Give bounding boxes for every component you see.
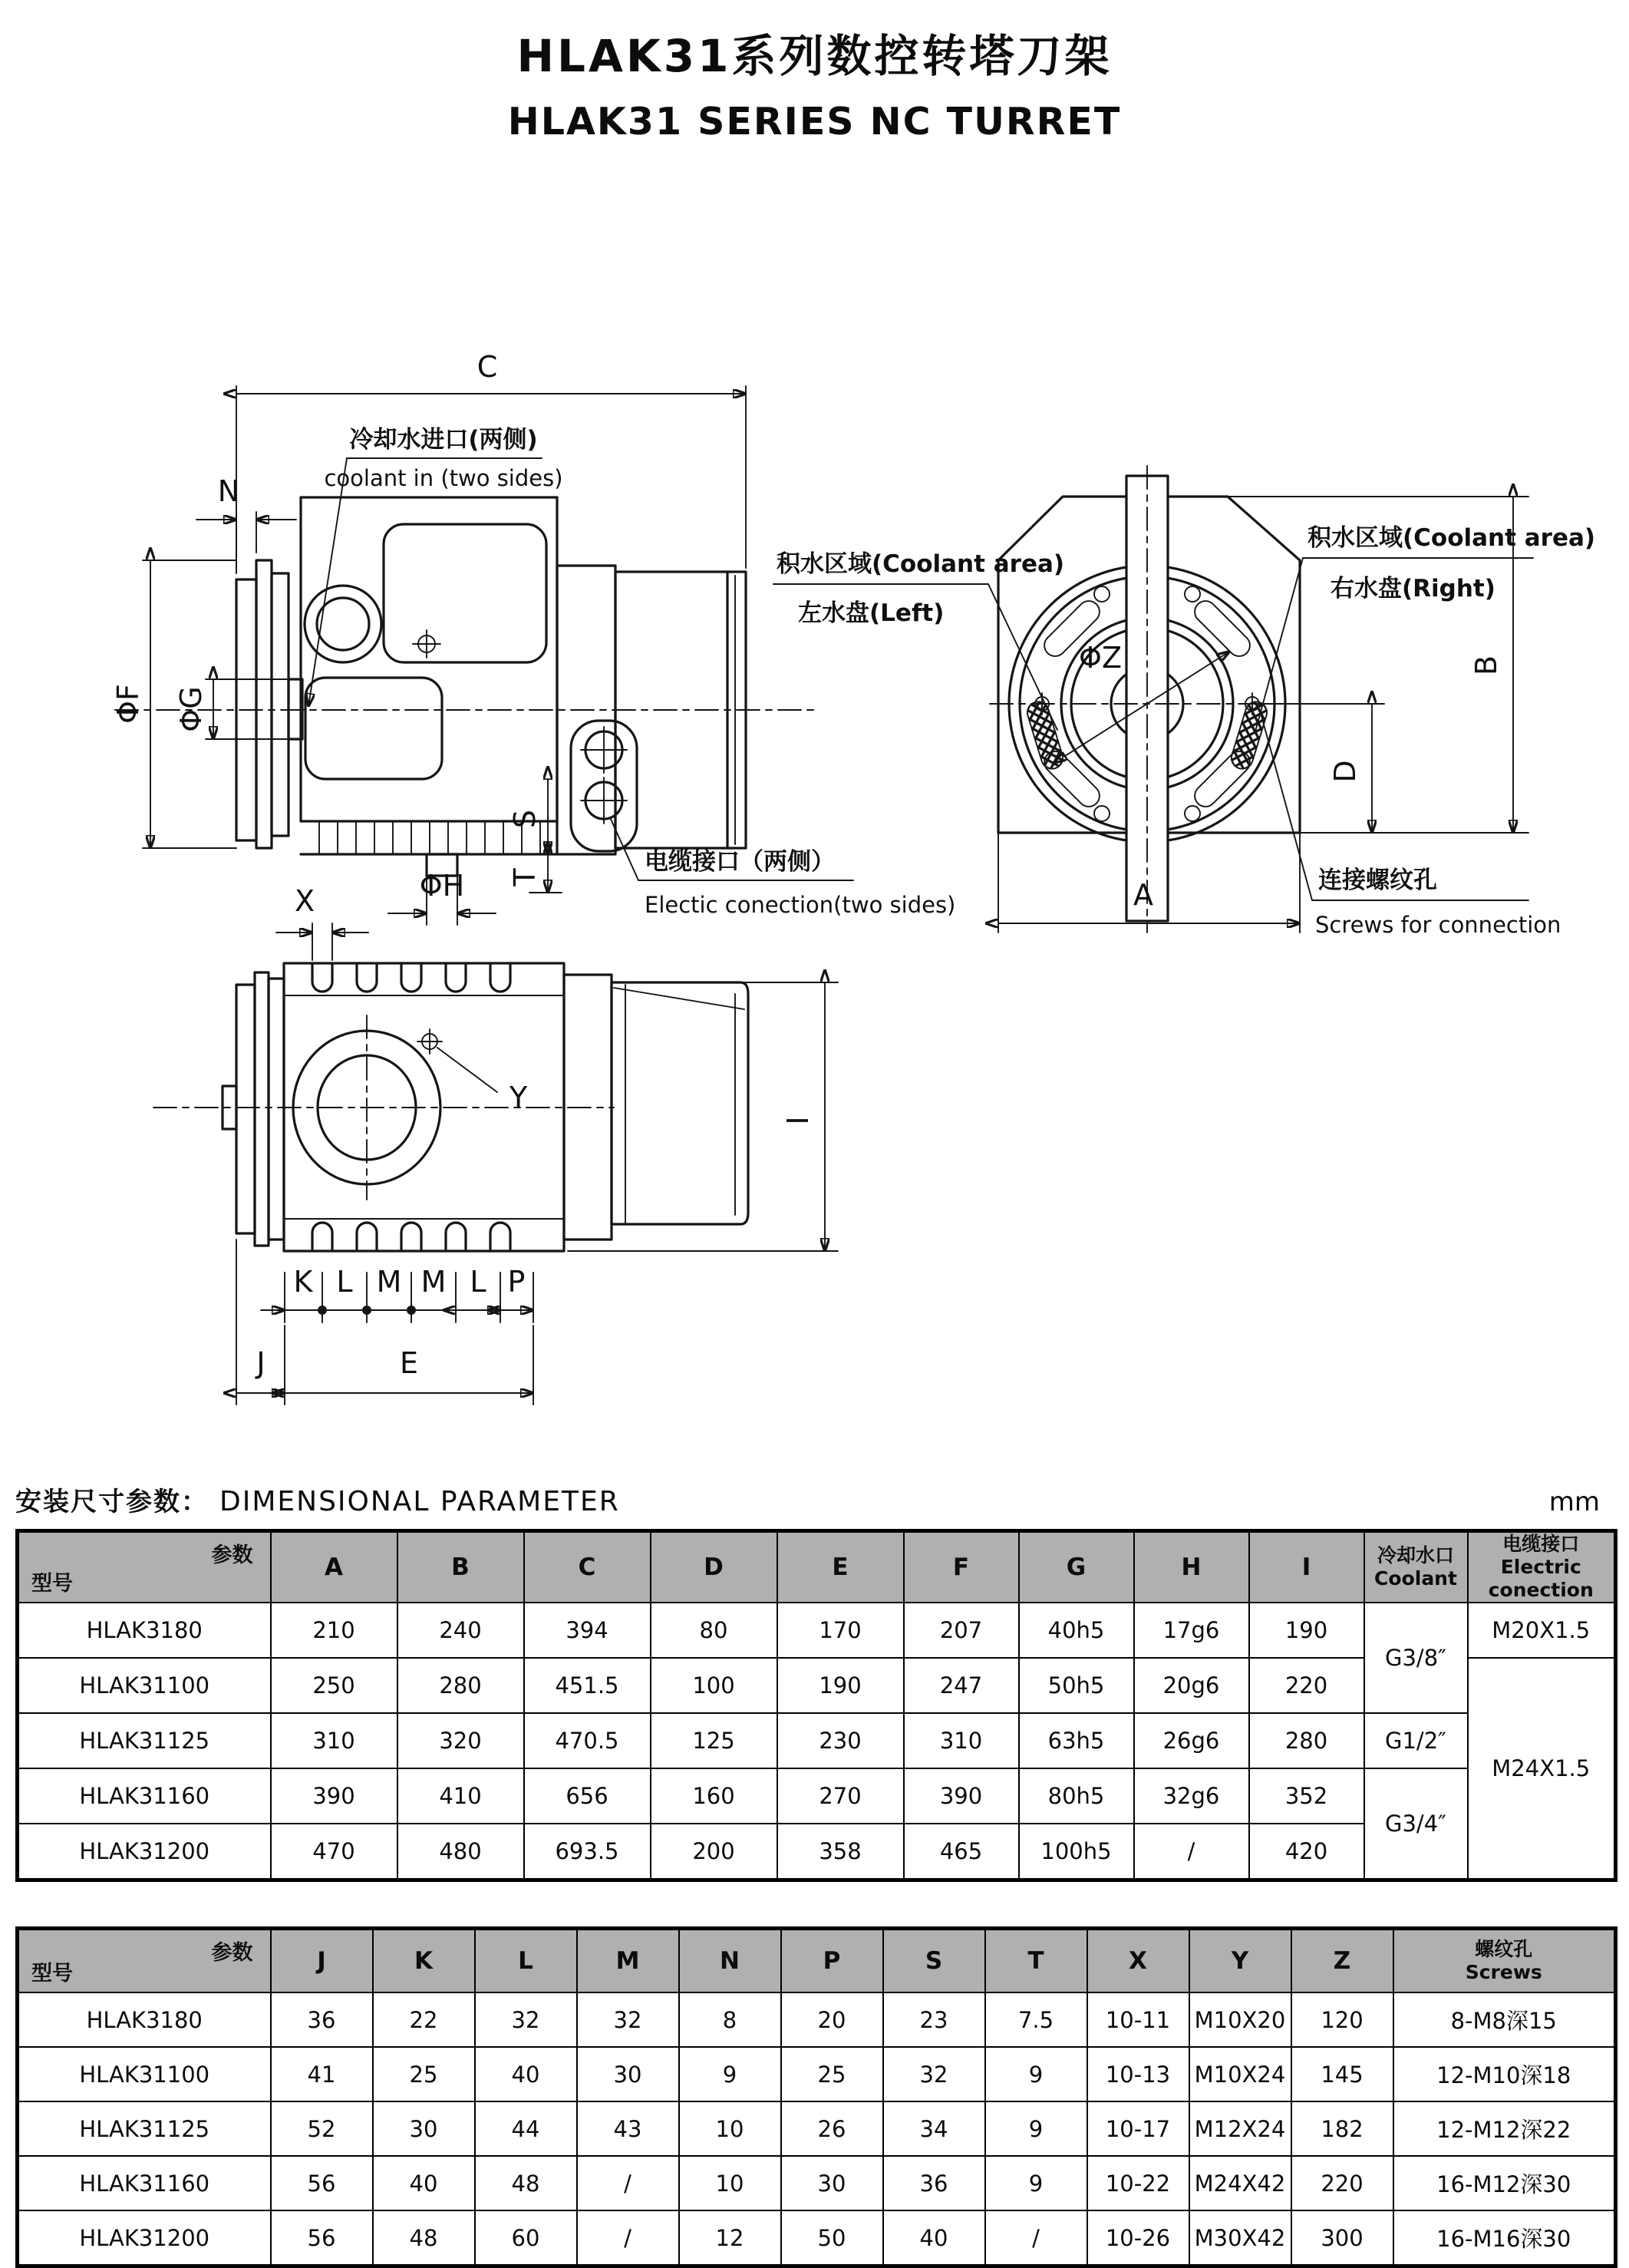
column-header-d: D [651,1531,777,1603]
value-cell: 410 [397,1768,524,1824]
value-cell: 8 [679,1992,781,2047]
value-cell: 60 [475,2210,577,2266]
column-header-x: X [1087,1929,1189,1993]
value-cell: 470 [271,1824,397,1880]
model-cell: HLAK31100 [18,2047,271,2101]
value-cell: 390 [904,1768,1019,1824]
electric-header-en: Electric conection [1488,1556,1594,1601]
page-title-en: HLAK31 SERIES NC TURRET [507,100,1122,144]
dim-label-m1: M [376,1265,402,1299]
value-cell: 80h5 [1019,1768,1134,1824]
value-cell: 40h5 [1019,1603,1134,1658]
value-cell: 63h5 [1019,1713,1134,1768]
value-cell: 48 [475,2156,577,2210]
coolant-in-label-en: coolant in (two sides) [324,465,563,491]
flange-plate [236,985,255,1233]
diagonal-header-cell [18,1531,271,1603]
table-row [18,1603,1616,1658]
value-cell: 36 [883,2156,985,2210]
value-cell: / [577,2156,679,2210]
serration-slot [401,1223,421,1251]
dim-label-z: ΦZ [1079,641,1122,675]
coolant-header-en: Coolant [1374,1567,1457,1590]
table-row [18,1768,1616,1824]
screws-cell: 16-M12深30 [1393,2156,1616,2210]
value-cell: 451.5 [524,1658,651,1713]
screws-cell: 8-M8深15 [1393,1992,1616,2047]
model-cell: HLAK31200 [18,2210,271,2266]
value-cell: 40 [373,2156,475,2210]
coolant-cell: G3/4″ [1364,1768,1468,1880]
coolant-cell: G1/2″ [1364,1713,1468,1768]
value-cell: 310 [271,1713,397,1768]
model-cell: HLAK3180 [18,1992,271,2047]
value-cell: 220 [1249,1658,1364,1713]
value-cell: 190 [1249,1603,1364,1658]
dim-label-t: T [508,868,542,886]
value-cell: 210 [271,1603,397,1658]
coolant-area-right-label: 积水区域(Coolant area) [1307,524,1596,552]
coolant-in-label-zh: 冷却水进口(两侧) [349,426,538,454]
value-cell: 10-11 [1087,1992,1189,2047]
value-cell: M12X24 [1189,2101,1291,2156]
value-cell: 10-26 [1087,2210,1189,2266]
value-cell: 43 [577,2101,679,2156]
flange-plate [272,573,289,836]
dim-label-h: ΦH [419,869,465,903]
value-cell: 100h5 [1019,1824,1134,1880]
value-cell: 25 [373,2047,475,2101]
value-cell: 182 [1291,2101,1393,2156]
value-cell: 23 [883,1992,985,2047]
table-row [18,1992,1616,2047]
page-title-zh: HLAK31系列数控转塔刀架 [516,30,1113,82]
value-cell: 250 [271,1658,397,1713]
dim-label-n: N [217,474,240,508]
flange-plate [269,979,284,1240]
dim-label-p: P [507,1265,526,1299]
value-cell: 9 [985,2156,1087,2210]
turret-drawing-svg [0,319,1629,1470]
spec-sheet-page [0,20,1629,2252]
value-cell: 50 [781,2210,883,2266]
value-cell: 352 [1249,1768,1364,1824]
value-cell: 7.5 [985,1992,1087,2047]
electric-label-en: Electic conection(two sides) [645,892,956,918]
table-row [18,2047,1616,2101]
value-cell: 17g6 [1134,1603,1249,1658]
value-cell: 22 [373,1992,475,2047]
value-cell: 32 [475,1992,577,2047]
value-cell: 36 [271,1992,373,2047]
screws-label-zh: 连接螺纹孔 [1318,867,1437,894]
unit-label: mm [1548,1487,1600,1517]
serration-slot [357,963,377,992]
side-view [111,350,955,925]
value-cell: 390 [271,1768,397,1824]
value-cell: 9 [679,2047,781,2101]
column-header-s: S [883,1929,985,1993]
value-cell: 9 [985,2101,1087,2156]
model-cell: HLAK31160 [18,1768,271,1824]
diagonal-model-label: 型号 [31,1572,73,1596]
left-pan-label: 左水盘(Left) [798,599,945,627]
coolant-column-header [1364,1531,1468,1603]
serration-slot [490,1223,510,1251]
column-header-y: Y [1189,1929,1291,1993]
value-cell: 26g6 [1134,1713,1249,1768]
table-row [18,2156,1616,2210]
dim-label-m2: M [420,1265,447,1299]
column-header-t: T [985,1929,1087,1993]
value-cell: 394 [524,1603,651,1658]
value-cell: 9 [985,2047,1087,2101]
table2-header-row [18,1929,1616,1993]
bolt-hole [1094,586,1110,602]
value-cell: 656 [524,1768,651,1824]
value-cell: 40 [883,2210,985,2266]
screws-cell: 12-M12深22 [1393,2101,1616,2156]
section-heading-zh: 安装尺寸参数： [15,1487,209,1517]
diagonal-model-label: 型号 [31,1962,73,1986]
dim-label-f: ΦF [111,684,145,724]
value-cell: 310 [904,1713,1019,1768]
column-header-p: P [781,1929,883,1993]
technical-drawing [0,319,1629,1470]
pocket [384,524,546,662]
screws-column-header [1393,1929,1616,1993]
dim-label-d: D [1328,760,1362,783]
column-header-f: F [904,1531,1019,1603]
serration-slot [401,963,421,992]
screws-header-zh: 螺纹孔 [1475,1938,1533,1960]
dim-label-a: A [1133,878,1153,912]
y-leader [437,1048,497,1092]
dim-label-c: C [476,350,498,384]
value-cell: M10X24 [1189,2047,1291,2101]
value-cell: / [985,2210,1087,2266]
column-header-z: Z [1291,1929,1393,1993]
value-cell: 320 [397,1713,524,1768]
column-header-h: H [1134,1531,1249,1603]
value-cell: 56 [271,2156,373,2210]
model-cell: HLAK31200 [18,1824,271,1880]
value-cell: 34 [883,2101,985,2156]
table-row [18,2210,1616,2266]
dim-label-x: X [294,884,315,918]
value-cell: 30 [577,2047,679,2101]
serration-slot [490,963,510,992]
value-cell: / [1134,1824,1249,1880]
value-cell: 32g6 [1134,1768,1249,1824]
value-cell: 220 [1291,2156,1393,2210]
value-cell: 12 [679,2210,781,2266]
coolant-leader-line [308,458,347,706]
value-cell: 100 [651,1658,777,1713]
value-cell: 300 [1291,2210,1393,2266]
value-cell: 20 [781,1992,883,2047]
value-cell: / [577,2210,679,2266]
front-view [773,466,1595,938]
serration-slot [357,1223,377,1251]
value-cell: 693.5 [524,1824,651,1880]
model-cell: HLAK31160 [18,2156,271,2210]
model-cell: HLAK31125 [18,1713,271,1768]
screws-label-en: Screws for connection [1315,912,1561,938]
body-outline [301,497,557,821]
value-cell: 280 [1249,1713,1364,1768]
dim-label-s: S [508,809,542,829]
value-cell: 200 [651,1824,777,1880]
column-header-c: C [524,1531,651,1603]
dim-label-b: B [1469,655,1503,676]
dimensional-parameter-table-2 [15,1926,1617,2268]
value-cell: 20g6 [1134,1658,1249,1713]
value-cell: M24X42 [1189,2156,1291,2210]
value-cell: 240 [397,1603,524,1658]
value-cell: 480 [397,1824,524,1880]
model-cell: HLAK31100 [18,1658,271,1713]
value-cell: 10-17 [1087,2101,1189,2156]
value-cell: 41 [271,2047,373,2101]
bolt-hole [1185,586,1200,602]
serration-slot [312,1223,332,1251]
coolant-header-zh: 冷却水口 [1377,1544,1454,1566]
value-cell: 56 [271,2210,373,2266]
dimensional-parameter-table-1 [15,1529,1617,1882]
diagonal-header-cell [18,1929,271,1993]
value-cell: 26 [781,2101,883,2156]
section-heading [15,1481,1614,1518]
value-cell: 52 [271,2101,373,2156]
value-cell: 44 [475,2101,577,2156]
flange-plate [255,972,269,1246]
column-header-e: E [777,1531,904,1603]
electric-cell: M24X1.5 [1468,1658,1616,1880]
dim-label-k: K [293,1265,313,1299]
dim-label-l1: L [336,1265,353,1299]
serration-slot [446,963,466,992]
column-header-i: I [1249,1531,1364,1603]
electric-label-zh: 电缆接口（两侧） [645,848,835,876]
dim-label-j: J [256,1346,265,1380]
value-cell: 247 [904,1658,1019,1713]
electric-column-header [1468,1531,1616,1603]
bolt-hole [1094,806,1110,821]
column-header-g: G [1019,1531,1134,1603]
column-header-k: K [373,1929,475,1993]
value-cell: M10X20 [1189,1992,1291,2047]
diagonal-param-label: 参数 [211,1941,253,1965]
value-cell: 10 [679,2156,781,2210]
column-header-b: B [397,1531,524,1603]
value-cell: 30 [781,2156,883,2210]
value-cell: M30X42 [1189,2210,1291,2266]
serration-slot [446,1223,466,1251]
value-cell: 120 [1291,1992,1393,2047]
value-cell: 145 [1291,2047,1393,2101]
dim-label-i: I [781,1116,815,1125]
value-cell: 465 [904,1824,1019,1880]
dim-label-g: ΦG [174,686,208,732]
bottom-view [153,884,838,1405]
value-cell: 48 [373,2210,475,2266]
coolant-area-left-label: 积水区域(Coolant area) [777,550,1065,578]
value-cell: 50h5 [1019,1658,1134,1713]
table-row [18,2101,1616,2156]
value-cell: 32 [577,1992,679,2047]
column-header-m: M [577,1929,679,1993]
serration-slot [312,963,332,992]
value-cell: 25 [781,2047,883,2101]
value-cell: 230 [777,1713,904,1768]
right-pan-label: 右水盘(Right) [1331,575,1495,602]
value-cell: 470.5 [524,1713,651,1768]
screws-leader [1261,716,1312,900]
dim-label-y: Y [509,1081,528,1114]
table-row [18,1713,1616,1768]
bolt-hole [1185,806,1200,821]
column-header-n: N [679,1929,781,1993]
column-header-a: A [271,1531,397,1603]
coolant-cell: G3/8″ [1364,1603,1468,1713]
value-cell: 80 [651,1603,777,1658]
screws-header-en: Screws [1465,1961,1542,1983]
right-pan-leader [1255,558,1303,731]
electric-cell: M20X1.5 [1468,1603,1616,1658]
dim-label-l2: L [470,1265,486,1299]
value-cell: 30 [373,2101,475,2156]
value-cell: 170 [777,1603,904,1658]
value-cell: 32 [883,2047,985,2101]
electric-header-zh: 电缆接口 [1502,1533,1580,1555]
turret-head [612,982,748,1224]
value-cell: 190 [777,1658,904,1713]
value-cell: 10 [679,2101,781,2156]
pocket [305,678,442,779]
screws-cell: 12-M10深18 [1393,2047,1616,2101]
section-heading-en: DIMENSIONAL PARAMETER [219,1486,620,1517]
dim-label-e: E [399,1346,419,1380]
flange-plate [256,560,272,848]
value-cell: 40 [475,2047,577,2101]
model-cell: HLAK31125 [18,2101,271,2156]
column-header-j: J [271,1929,373,1993]
screws-cell: 16-M16深30 [1393,2210,1616,2266]
diagonal-param-label: 参数 [211,1543,253,1567]
value-cell: 270 [777,1768,904,1824]
model-cell: HLAK3180 [18,1603,271,1658]
value-cell: 125 [651,1713,777,1768]
value-cell: 280 [397,1658,524,1713]
value-cell: 10-22 [1087,2156,1189,2210]
value-cell: 10-13 [1087,2047,1189,2101]
column-header-l: L [475,1929,577,1993]
value-cell: 358 [777,1824,904,1880]
table1-header-row [18,1531,1616,1603]
value-cell: 207 [904,1603,1019,1658]
value-cell: 160 [651,1768,777,1824]
value-cell: 420 [1249,1824,1364,1880]
